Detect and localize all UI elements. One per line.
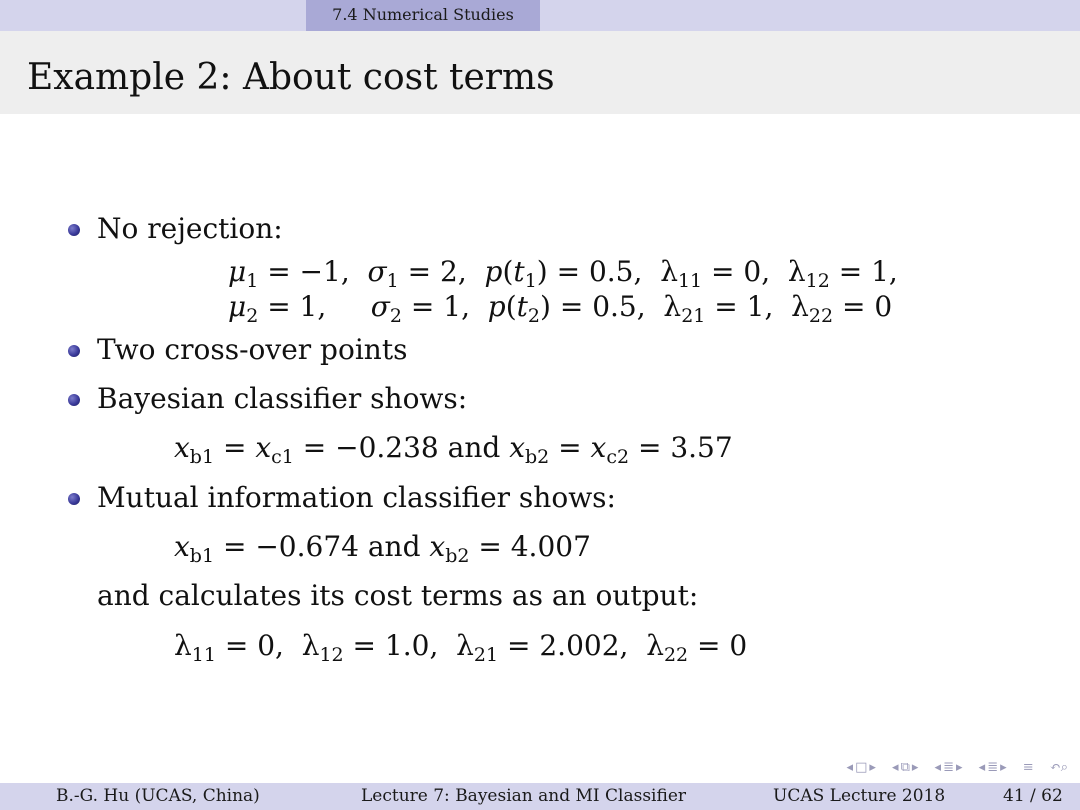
section-title[interactable]: 7.4 Numerical Studies bbox=[332, 5, 514, 24]
bayesian-equation: $x_{b1} = x_{c1} = -0.238$ and $x_{b2} = x_{c2} = 3.57$ bbox=[174, 431, 733, 468]
nav-sec-right-icon[interactable]: ▸ bbox=[955, 760, 963, 775]
bullet-icon bbox=[68, 224, 80, 236]
nav-right-icon[interactable]: ▸ bbox=[869, 760, 876, 775]
bullet-icon bbox=[68, 493, 80, 505]
nav-sub-right-icon[interactable]: ▸ bbox=[911, 760, 919, 775]
nav-doc-right-icon[interactable]: ▸ bbox=[1000, 760, 1007, 775]
nav-frame-icon[interactable]: □ bbox=[855, 760, 868, 775]
nav-search-icon[interactable]: ↶⌕ bbox=[1049, 760, 1068, 775]
mi-equation: $x_{b1} = -0.674$ and $x_{b2} = 4.007$ bbox=[174, 530, 591, 567]
params-line-1: $\mu_1 = -1$, $\sigma_1 = 2$, $p(t_1) = 0.5$, $\lambda_{11} = 0$, $\lambda_{12} = 1$, bbox=[228, 255, 898, 292]
cost-terms-equation: $\lambda_{11} = 0$, $\lambda_{12} = 1.0$, $\lambda_{21} = 2.002$, $\lambda_{22} = 0$ bbox=[174, 629, 748, 666]
nav-doc-left-icon[interactable]: ◂ bbox=[978, 760, 986, 775]
bullet-icon bbox=[68, 394, 80, 406]
footer-lecture-title: Lecture 7: Bayesian and MI Classifier bbox=[361, 786, 687, 806]
nav-section-icon[interactable]: ≣ bbox=[943, 760, 954, 775]
nav-left-icon[interactable]: ◂ bbox=[846, 760, 854, 775]
footer-author: B.-G. Hu (UCAS, China) bbox=[56, 786, 260, 806]
bullet-bayesian: Bayesian classifier shows: bbox=[97, 382, 468, 415]
frame-title: Example 2: About cost terms bbox=[27, 57, 555, 98]
nav-sub-left-icon[interactable]: ◂ bbox=[892, 760, 899, 775]
bullet-icon bbox=[68, 345, 80, 357]
cost-terms-text: and calculates its cost terms as an output: bbox=[97, 579, 699, 612]
nav-sec-left-icon[interactable]: ◂ bbox=[934, 760, 942, 775]
bullet-mutual-information: Mutual information classifier shows: bbox=[97, 481, 616, 514]
nav-align-icon[interactable]: ≡ bbox=[1022, 760, 1034, 775]
bullet-cross-over: Two cross-over points bbox=[97, 333, 408, 366]
nav-doc-icon[interactable]: ≣ bbox=[987, 760, 999, 775]
footer-event: UCAS Lecture 2018 bbox=[773, 786, 946, 806]
params-line-2: $\mu_2 = 1$, $\sigma_2 = 1$, $p(t_2) = 0.5$, $\lambda_{21} = 1$, $\lambda_{22} = 0$ bbox=[228, 290, 893, 327]
footer-page-number: 41 / 62 bbox=[1003, 786, 1063, 806]
beamer-navigation bbox=[835, 760, 1068, 776]
bullet-no-rejection: No rejection: bbox=[97, 212, 283, 245]
nav-subsection-icon[interactable]: ⧉ bbox=[900, 760, 910, 775]
